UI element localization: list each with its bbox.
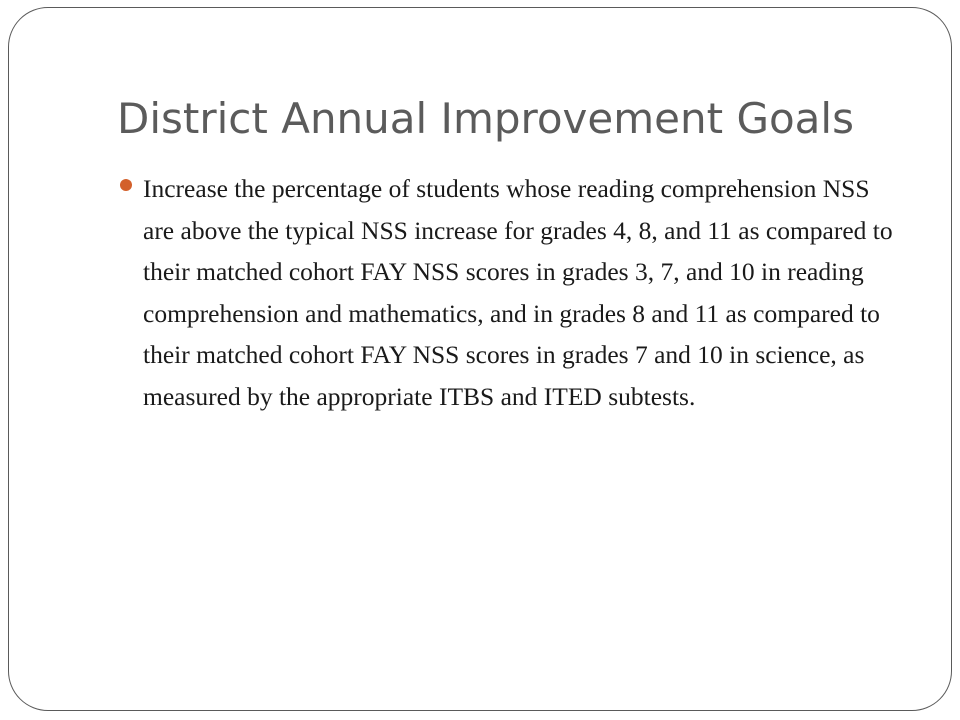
slide-frame xyxy=(8,7,952,711)
bullet-item xyxy=(117,168,897,417)
bullet-list xyxy=(117,168,897,417)
slide-title: District Annual Improvement Goals xyxy=(117,94,854,143)
bullet-dot-icon xyxy=(120,179,132,191)
bullet-text: Increase the percentage of students whose reading comprehension NSS are above the typical NSS increase for grades 4, 8, and 11 as compared to their matched cohort FAY NSS scores in grades 3, 7, and 10 in reading comprehension and mathematics, and in grades 8 and 11 as compared to their matched cohort FAY NSS scores in grades 7 and 10 in science, as measured by the appropriate ITBS and ITED subtests. xyxy=(143,174,893,411)
